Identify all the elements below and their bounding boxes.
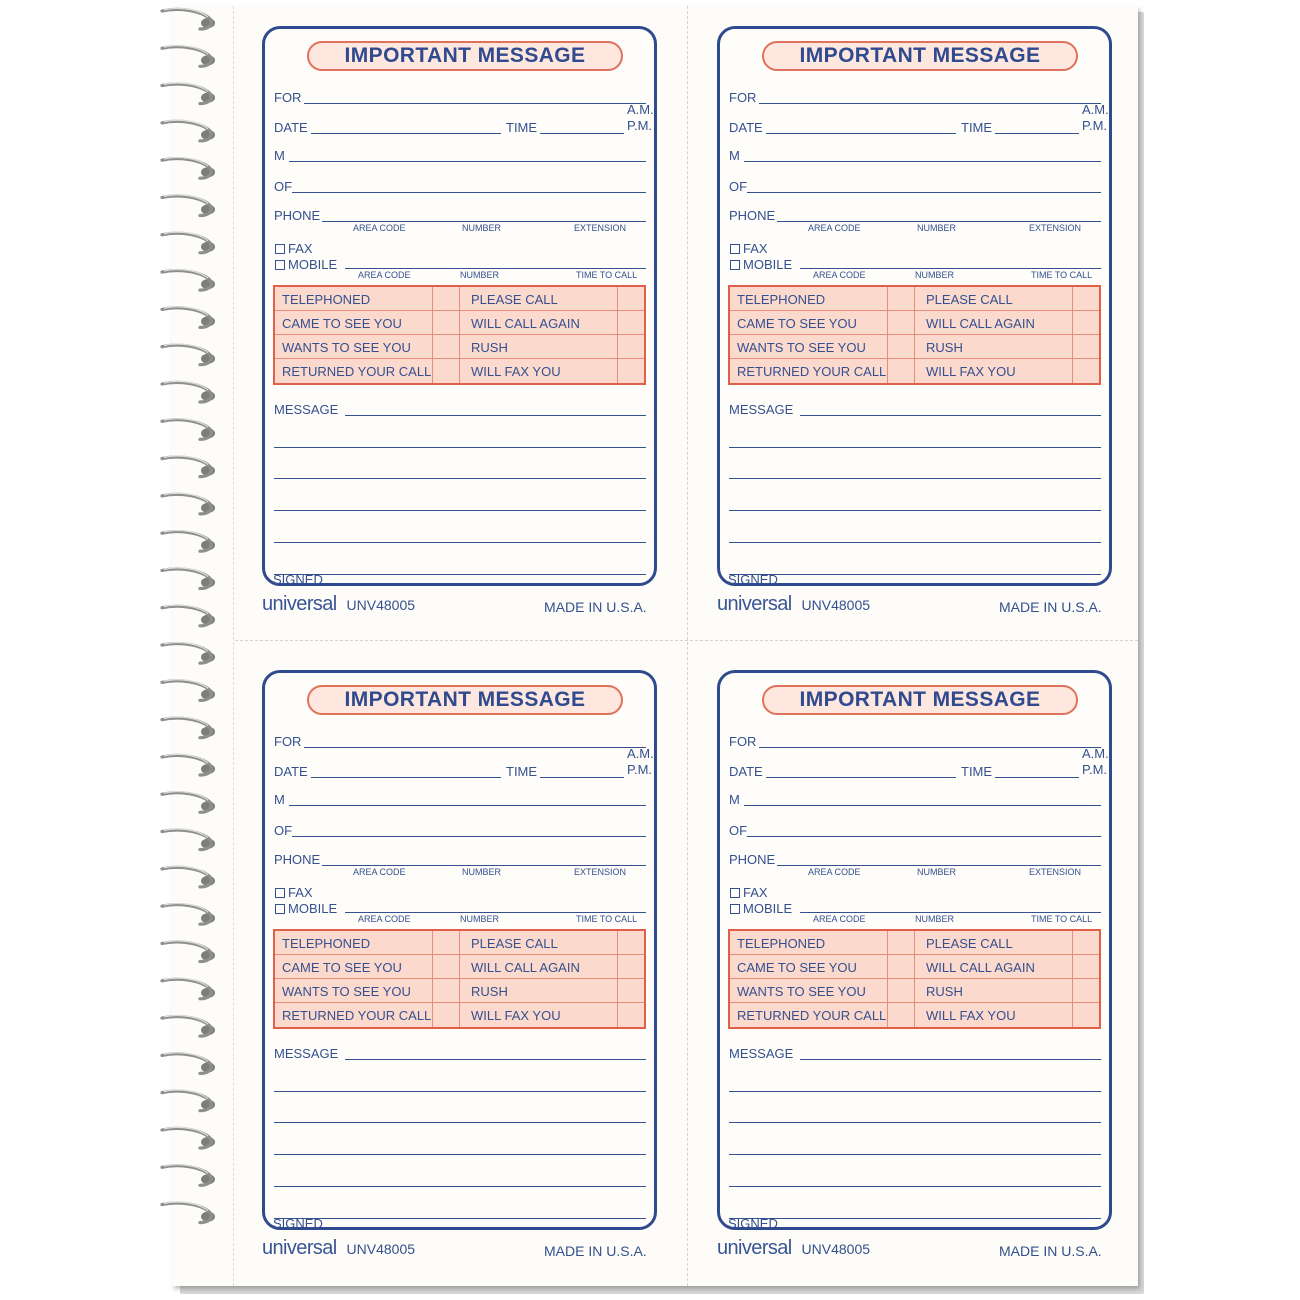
am-label: A.M. [1082, 746, 1109, 761]
am-label: A.M. [1082, 102, 1109, 117]
message-form [262, 26, 657, 586]
spiral-coil [162, 605, 215, 626]
date-field[interactable] [311, 133, 501, 134]
option-check-box[interactable] [618, 335, 644, 359]
brand-logo: universal [262, 1237, 337, 1259]
phone-label: PHONE [274, 852, 321, 867]
message-field[interactable] [345, 1059, 646, 1060]
spiral-coil [162, 680, 215, 701]
option-label: PLEASE CALL [471, 935, 558, 951]
number-caption: NUMBER [462, 867, 502, 877]
area-code-caption: AREA CODE [353, 223, 406, 233]
spiral-coil [162, 307, 215, 328]
phone-field[interactable] [777, 865, 1101, 866]
message-line[interactable] [274, 1186, 646, 1187]
grid-row [275, 359, 644, 383]
for-label: FOR [729, 90, 757, 105]
time-label: TIME [506, 764, 538, 779]
option-label: TELEPHONED [282, 291, 371, 307]
option-check-box[interactable] [888, 359, 914, 383]
form-title: IMPORTANT MESSAGE [307, 41, 623, 71]
area-code-caption: AREA CODE [808, 223, 861, 233]
m-label: M [729, 148, 740, 163]
spiral-coil [162, 1202, 215, 1223]
grid-row [730, 311, 1099, 335]
option-label: TELEPHONED [737, 291, 826, 307]
spiral-coil [162, 456, 215, 477]
date-field[interactable] [766, 133, 956, 134]
message-line[interactable] [729, 1091, 1101, 1092]
spiral-coil [162, 232, 215, 253]
grid-row [730, 287, 1099, 311]
pm-label: P.M. [627, 118, 653, 133]
phone-field[interactable] [322, 221, 646, 222]
message-form [717, 670, 1112, 1230]
message-label: MESSAGE [729, 1046, 794, 1061]
grid-row [275, 979, 644, 1003]
option-check-box[interactable] [888, 311, 914, 335]
spiral-coil [162, 381, 215, 402]
spiral-coil [162, 8, 215, 29]
grid-row [730, 931, 1099, 955]
grid-row [275, 335, 644, 359]
spiral-coil [162, 120, 215, 141]
option-label: RETURNED YOUR CALL [282, 363, 432, 379]
of-field[interactable] [747, 192, 1101, 193]
message-form [717, 26, 1112, 586]
message-line[interactable] [274, 1154, 646, 1155]
extension-caption: EXTENSION [574, 223, 627, 233]
fax-option[interactable] [275, 241, 313, 256]
spiral-coil [162, 904, 215, 925]
grid-row [730, 979, 1099, 1003]
checkbox-icon[interactable] [275, 244, 285, 254]
option-check-box[interactable] [618, 979, 644, 1003]
option-check-box[interactable] [888, 979, 914, 1003]
mobile-field[interactable] [800, 268, 1101, 269]
option-label: WILL FAX YOU [926, 363, 1016, 379]
option-label: WILL CALL AGAIN [926, 315, 1035, 331]
signed-label: SIGNED [728, 572, 778, 587]
checkbox-icon[interactable] [730, 904, 740, 914]
option-check-box[interactable] [888, 955, 914, 979]
horizontal-perforation [235, 640, 1138, 641]
option-label: RETURNED YOUR CALL [737, 363, 887, 379]
mobile-label: MOBILE [288, 257, 338, 272]
date-label: DATE [729, 764, 763, 779]
call-status-grid [273, 929, 646, 1029]
signed-label: SIGNED [273, 572, 323, 587]
option-check-box[interactable] [1073, 955, 1099, 979]
option-check-box[interactable] [1073, 311, 1099, 335]
option-label: CAME TO SEE YOU [282, 315, 402, 331]
call-status-grid [728, 929, 1101, 1029]
area-code-caption: AREA CODE [358, 914, 411, 924]
brand-logo: universal [262, 593, 337, 615]
mobile-field[interactable] [800, 912, 1101, 913]
of-field[interactable] [292, 836, 646, 837]
fax-label: FAX [743, 885, 768, 900]
m-field[interactable] [744, 161, 1101, 162]
message-label: MESSAGE [729, 402, 794, 417]
extension-caption: EXTENSION [1029, 223, 1082, 233]
option-check-box[interactable] [433, 287, 459, 311]
mobile-label: MOBILE [743, 257, 793, 272]
option-check-box[interactable] [888, 335, 914, 359]
date-label: DATE [274, 120, 308, 135]
message-field[interactable] [345, 415, 646, 416]
option-label: RETURNED YOUR CALL [737, 1007, 887, 1023]
message-line[interactable] [274, 478, 646, 479]
m-label: M [729, 792, 740, 807]
message-label: MESSAGE [274, 1046, 339, 1061]
for-label: FOR [274, 734, 302, 749]
message-field[interactable] [800, 415, 1101, 416]
mobile-option[interactable] [730, 257, 792, 272]
option-label: WANTS TO SEE YOU [737, 983, 866, 999]
brand-logo: universal [717, 593, 792, 615]
date-field[interactable] [766, 777, 956, 778]
origin-text: MADE IN U.S.A. [544, 1243, 647, 1259]
spiral-coil [162, 83, 215, 104]
mobile-label: MOBILE [743, 901, 793, 916]
message-line[interactable] [729, 1122, 1101, 1123]
time-field[interactable] [995, 133, 1079, 134]
fax-label: FAX [743, 241, 768, 256]
form-title: IMPORTANT MESSAGE [762, 41, 1078, 71]
option-label: TELEPHONED [282, 935, 371, 951]
spiral-coil [162, 158, 215, 179]
option-label: RUSH [926, 339, 963, 355]
spiral-coil [162, 270, 215, 291]
spiral-coil [162, 754, 215, 775]
spiral-coil [162, 1127, 215, 1148]
phone-label: PHONE [729, 852, 776, 867]
spiral-coil [162, 1053, 215, 1074]
m-field[interactable] [289, 161, 646, 162]
message-line[interactable] [729, 510, 1101, 511]
message-line[interactable] [729, 478, 1101, 479]
message-line[interactable] [274, 447, 646, 448]
time-field[interactable] [540, 777, 624, 778]
spiral-coil [162, 978, 215, 999]
option-check-box[interactable] [433, 931, 459, 955]
mobile-option[interactable] [275, 257, 337, 272]
option-check-box[interactable] [1073, 1003, 1099, 1027]
option-check-box[interactable] [1073, 335, 1099, 359]
spiral-coil [162, 419, 215, 440]
time-field[interactable] [540, 133, 624, 134]
option-check-box[interactable] [433, 359, 459, 383]
option-check-box[interactable] [888, 931, 914, 955]
extension-caption: EXTENSION [1029, 867, 1082, 877]
phone-label: PHONE [274, 208, 321, 223]
origin-text: MADE IN U.S.A. [544, 599, 647, 615]
pm-label: P.M. [1082, 118, 1108, 133]
signed-line[interactable] [729, 574, 1101, 575]
time-to-call-caption: TIME TO CALL [576, 270, 638, 280]
area-code-caption: AREA CODE [808, 867, 861, 877]
signed-line[interactable] [274, 574, 646, 575]
spiral-coil [162, 866, 215, 887]
grid-row [730, 359, 1099, 383]
fax-option[interactable] [730, 241, 768, 256]
of-label: OF [729, 179, 748, 194]
option-label: WILL FAX YOU [471, 363, 561, 379]
spiral-coil [162, 792, 215, 813]
spiral-coil [162, 493, 215, 514]
of-label: OF [729, 823, 748, 838]
option-label: PLEASE CALL [926, 291, 1013, 307]
m-field[interactable] [289, 805, 646, 806]
form-footer [717, 593, 870, 616]
option-check-box[interactable] [618, 931, 644, 955]
m-label: M [274, 792, 285, 807]
for-field[interactable] [759, 747, 1101, 748]
message-line[interactable] [274, 542, 646, 543]
number-caption: NUMBER [460, 270, 500, 280]
message-line[interactable] [729, 1154, 1101, 1155]
date-label: DATE [274, 764, 308, 779]
area-code-caption: AREA CODE [813, 270, 866, 280]
spiral-coil [162, 46, 215, 67]
spiral-coil [162, 941, 215, 962]
option-check-box[interactable] [1073, 979, 1099, 1003]
origin-text: MADE IN U.S.A. [999, 1243, 1102, 1259]
model-number: UNV48005 [346, 1241, 416, 1257]
spiral-coil [162, 568, 215, 589]
message-field[interactable] [800, 1059, 1101, 1060]
mobile-field[interactable] [345, 912, 646, 913]
checkbox-icon[interactable] [275, 260, 285, 270]
option-label: CAME TO SEE YOU [282, 959, 402, 975]
area-code-caption: AREA CODE [353, 867, 406, 877]
grid-row [275, 931, 644, 955]
option-label: WILL FAX YOU [926, 1007, 1016, 1023]
checkbox-icon[interactable] [275, 904, 285, 914]
checkbox-icon[interactable] [275, 888, 285, 898]
option-check-box[interactable] [888, 1003, 914, 1027]
message-line[interactable] [274, 1122, 646, 1123]
option-label: WILL FAX YOU [471, 1007, 561, 1023]
call-status-grid [273, 285, 646, 385]
spiral-coil [162, 643, 215, 664]
form-footer [717, 1237, 870, 1260]
checkbox-icon[interactable] [730, 244, 740, 254]
fax-label: FAX [288, 885, 313, 900]
option-label: WANTS TO SEE YOU [737, 339, 866, 355]
brand-logo: universal [717, 1237, 792, 1259]
m-label: M [274, 148, 285, 163]
option-check-box[interactable] [888, 287, 914, 311]
time-label: TIME [961, 120, 993, 135]
time-to-call-caption: TIME TO CALL [576, 914, 638, 924]
option-check-box[interactable] [1073, 931, 1099, 955]
phone-label: PHONE [729, 208, 776, 223]
form-title: IMPORTANT MESSAGE [762, 685, 1078, 715]
number-caption: NUMBER [917, 223, 957, 233]
option-check-box[interactable] [1073, 359, 1099, 383]
form-footer [262, 593, 415, 616]
time-to-call-caption: TIME TO CALL [1031, 270, 1093, 280]
for-field[interactable] [304, 747, 646, 748]
option-check-box[interactable] [433, 1003, 459, 1027]
option-label: CAME TO SEE YOU [737, 315, 857, 331]
message-label: MESSAGE [274, 402, 339, 417]
option-check-box[interactable] [618, 311, 644, 335]
model-number: UNV48005 [801, 597, 871, 613]
spiral-coil [162, 1016, 215, 1037]
option-label: WILL CALL AGAIN [471, 315, 580, 331]
option-check-box[interactable] [618, 359, 644, 383]
am-label: A.M. [627, 746, 654, 761]
origin-text: MADE IN U.S.A. [999, 599, 1102, 615]
date-label: DATE [729, 120, 763, 135]
for-label: FOR [274, 90, 302, 105]
time-label: TIME [506, 120, 538, 135]
grid-row [730, 955, 1099, 979]
grid-row [275, 311, 644, 335]
option-label: RUSH [926, 983, 963, 999]
for-field[interactable] [304, 103, 646, 104]
option-label: RETURNED YOUR CALL [282, 1007, 432, 1023]
option-label: WILL CALL AGAIN [471, 959, 580, 975]
spiral-binding-icon [150, 0, 230, 1300]
time-field[interactable] [995, 777, 1079, 778]
spiral-coil [162, 1090, 215, 1111]
option-label: PLEASE CALL [471, 291, 558, 307]
message-line[interactable] [274, 510, 646, 511]
form-footer [262, 1237, 415, 1260]
option-label: CAME TO SEE YOU [737, 959, 857, 975]
option-check-box[interactable] [618, 287, 644, 311]
model-number: UNV48005 [801, 1241, 871, 1257]
message-line[interactable] [729, 542, 1101, 543]
option-label: WILL CALL AGAIN [926, 959, 1035, 975]
fax-option[interactable] [730, 885, 768, 900]
of-field[interactable] [747, 836, 1101, 837]
signed-line[interactable] [274, 1218, 646, 1219]
phone-field[interactable] [777, 221, 1101, 222]
for-label: FOR [729, 734, 757, 749]
spiral-coil [162, 344, 215, 365]
form-title: IMPORTANT MESSAGE [307, 685, 623, 715]
area-code-caption: AREA CODE [813, 914, 866, 924]
for-field[interactable] [759, 103, 1101, 104]
grid-row [730, 1003, 1099, 1027]
message-line[interactable] [729, 1186, 1101, 1187]
pm-label: P.M. [627, 762, 653, 777]
spiral-coil [162, 1165, 215, 1186]
phone-field[interactable] [322, 865, 646, 866]
option-label: RUSH [471, 339, 508, 355]
option-label: PLEASE CALL [926, 935, 1013, 951]
number-caption: NUMBER [462, 223, 502, 233]
mobile-option[interactable] [275, 901, 337, 916]
message-line[interactable] [729, 447, 1101, 448]
mobile-option[interactable] [730, 901, 792, 916]
grid-row [275, 287, 644, 311]
date-field[interactable] [311, 777, 501, 778]
number-caption: NUMBER [915, 914, 955, 924]
vertical-perforation [687, 6, 688, 1286]
time-label: TIME [961, 764, 993, 779]
grid-row [275, 955, 644, 979]
m-field[interactable] [744, 805, 1101, 806]
of-label: OF [274, 179, 293, 194]
area-code-caption: AREA CODE [358, 270, 411, 280]
option-label: RUSH [471, 983, 508, 999]
grid-row [730, 335, 1099, 359]
number-caption: NUMBER [460, 914, 500, 924]
mobile-label: MOBILE [288, 901, 338, 916]
option-label: WANTS TO SEE YOU [282, 983, 411, 999]
option-check-box[interactable] [433, 335, 459, 359]
extension-caption: EXTENSION [574, 867, 627, 877]
am-label: A.M. [627, 102, 654, 117]
message-form [262, 670, 657, 1230]
spiral-coil [162, 717, 215, 738]
number-caption: NUMBER [917, 867, 957, 877]
number-caption: NUMBER [915, 270, 955, 280]
spiral-coil [162, 829, 215, 850]
message-line[interactable] [274, 1091, 646, 1092]
call-status-grid [728, 285, 1101, 385]
grid-row [275, 1003, 644, 1027]
option-check-box[interactable] [618, 955, 644, 979]
signed-label: SIGNED [273, 1216, 323, 1231]
model-number: UNV48005 [346, 597, 416, 613]
spiral-coil [162, 195, 215, 216]
fax-option[interactable] [275, 885, 313, 900]
of-field[interactable] [292, 192, 646, 193]
option-check-box[interactable] [1073, 287, 1099, 311]
option-check-box[interactable] [433, 979, 459, 1003]
mobile-field[interactable] [345, 268, 646, 269]
signed-label: SIGNED [728, 1216, 778, 1231]
time-to-call-caption: TIME TO CALL [1031, 914, 1093, 924]
option-label: WANTS TO SEE YOU [282, 339, 411, 355]
pm-label: P.M. [1082, 762, 1108, 777]
signed-line[interactable] [729, 1218, 1101, 1219]
checkbox-icon[interactable] [730, 260, 740, 270]
spiral-coil [162, 531, 215, 552]
option-check-box[interactable] [433, 955, 459, 979]
option-check-box[interactable] [618, 1003, 644, 1027]
option-check-box[interactable] [433, 311, 459, 335]
checkbox-icon[interactable] [730, 888, 740, 898]
of-label: OF [274, 823, 293, 838]
binding-perforation [233, 6, 234, 1286]
fax-label: FAX [288, 241, 313, 256]
option-label: TELEPHONED [737, 935, 826, 951]
